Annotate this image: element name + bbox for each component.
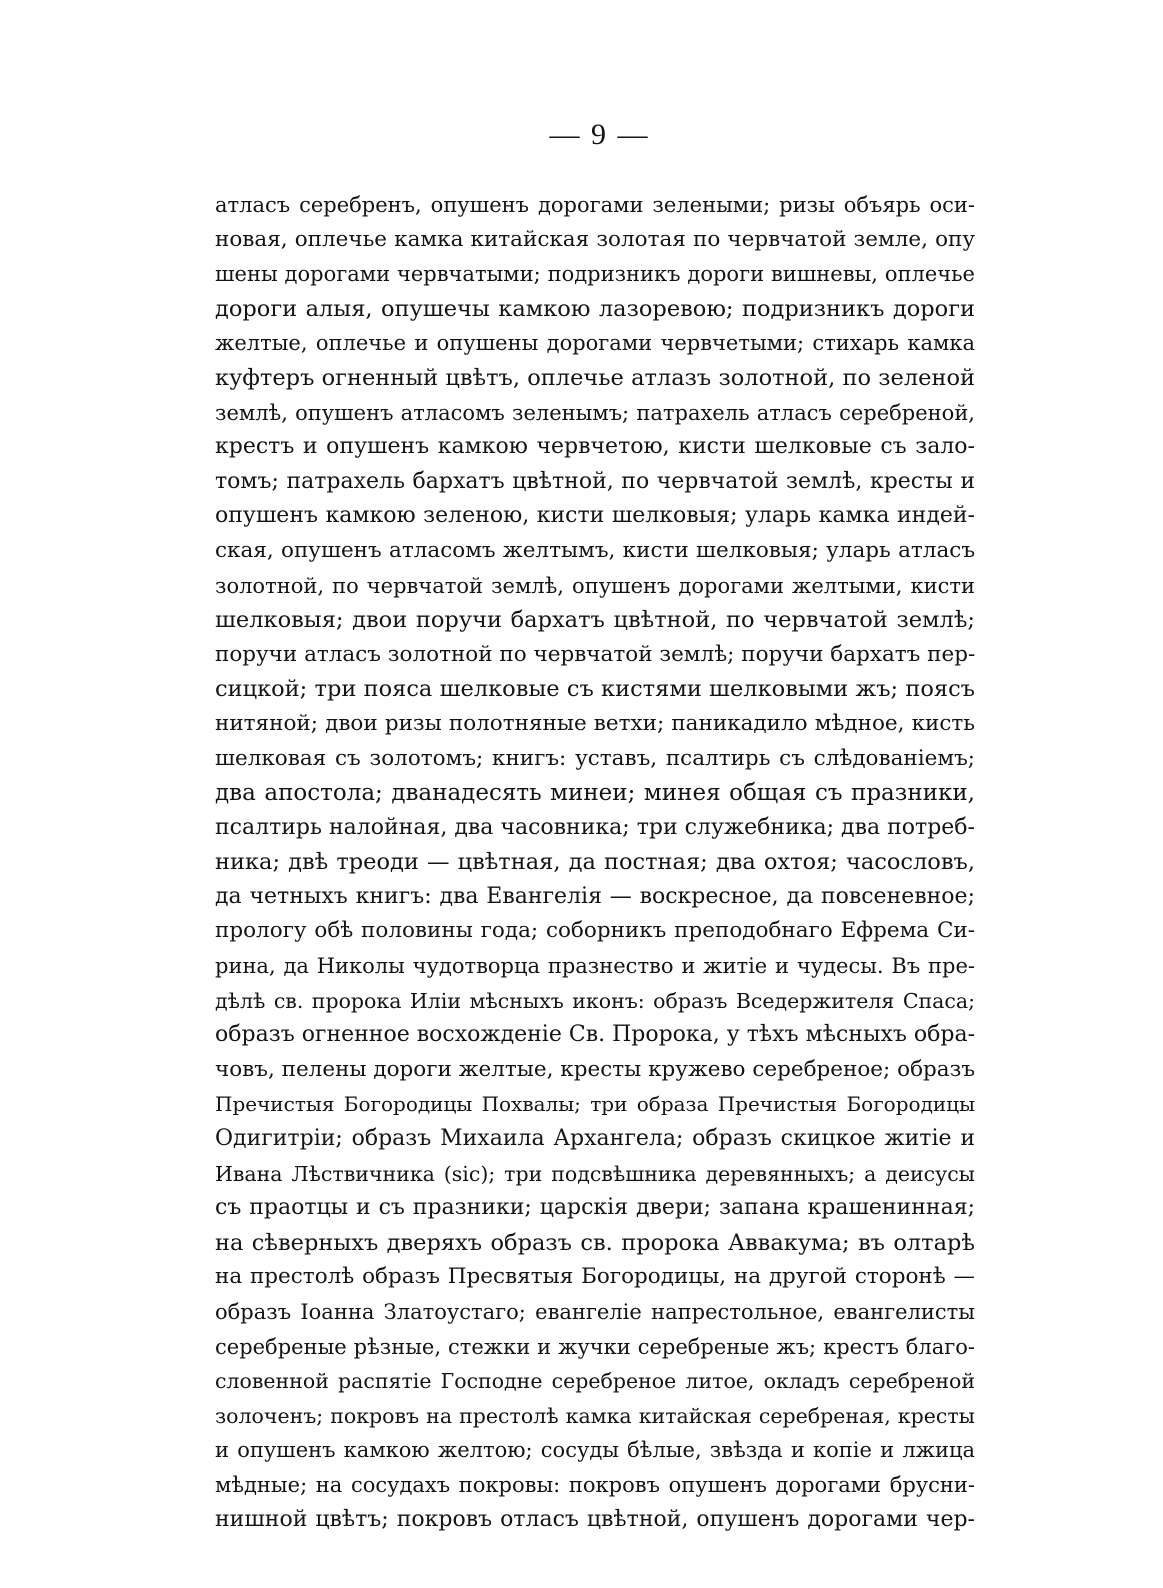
text-line: на престолѣ образъ Пресвятыя Богородицы, на другой сторонѣ — <box>215 1264 975 1290</box>
text-line: сицкой; три пояса шелковые съ кистями шелковыми жъ; поясъ <box>215 676 975 703</box>
text-line: новая, оплечье камка китайская золотая по червчатой земле, опу <box>215 226 975 252</box>
text-line: шелковая съ золотомъ; книгъ: уставъ, псалтирь съ слѣдованіемъ; <box>215 745 975 771</box>
text-line: опушенъ камкою зеленою, кисти шелковыя; уларь камка индей- <box>215 503 975 529</box>
text-line: землѣ, опушенъ атласомъ зеленымъ; патрахель атласъ серебреной, <box>215 400 975 425</box>
text-line: образъ Іоанна Златоустаго; евангеліе напрестольное, евангелисты <box>215 1300 975 1324</box>
text-line: куфтеръ огненный цвѣтъ, оплечье атлазъ золотной, по зеленой <box>215 364 975 391</box>
text-line: ская, опушенъ атласомъ желтымъ, кисти шелковыя; уларь атласъ <box>215 537 975 563</box>
text-line: золоченъ; покровъ на престолѣ камка китайская серебреная, кресты <box>215 1403 975 1428</box>
text-line: образъ огненное восхожденіе Св. Пророка, у тѣхъ мѣсныхъ обра- <box>215 1022 975 1048</box>
text-line: словенной распятіе Господне серебреное литое, окладъ серебреной <box>215 1369 975 1394</box>
text-line: псалтирь налойная, два часовника; три служебника; два потреб- <box>215 814 975 840</box>
text-line: нишной цвѣтъ; покровъ отласъ цвѣтной, опушенъ дорогами чер- <box>215 1506 975 1532</box>
text-line: на сѣверныхъ дверяхъ образъ св. пророка Аввакума; въ олтарѣ <box>215 1229 975 1256</box>
text-line: желтые, оплечье и опушены дорогами червчетыми; стихарь камка <box>215 331 975 356</box>
text-line: золотной, по червчатой землѣ, опушенъ дорогами желтыми, кисти <box>215 573 975 598</box>
text-line: рина, да Николы чудотворца празнество и житіе и чудесы. Въ пре- <box>215 954 975 979</box>
text-line: Пречистыя Богородицы Похвалы; три образа Пречистыя Богородицы <box>215 1092 975 1117</box>
text-line: Ивана Лѣствичника (sic); три подсвѣшника деревянныхъ; а деисусы <box>215 1161 975 1186</box>
text-line: крестъ и опушенъ камкою червчетою, кисти шелковые съ зало- <box>215 434 975 460</box>
text-line: нитяной; двои ризы полотняные ветхи; паникадило мѣдное, кисть <box>215 710 975 736</box>
text-line: Одигитріи; образъ Михаила Архангела; образъ скицкое житіе и <box>215 1126 975 1152</box>
text-line: и опушенъ камкою желтою; сосуды бѣлые, звѣзда и копіе и лжица <box>215 1438 975 1463</box>
text-line: поручи атласъ золотной по червчатой землѣ; поручи бархатъ пер- <box>215 641 976 667</box>
text-line: серебреные рѣзные, стежки и жучки серебреные жъ; крестъ благо- <box>215 1334 975 1359</box>
text-line: шелковыя; двои поручи бархатъ цвѣтной, по червчатой землѣ; <box>215 607 975 634</box>
text-line: дѣлѣ св. пророка Илiи мѣсныхъ иконъ: образъ Вседержителя Спаса; <box>215 988 975 1013</box>
text-line: да четныхъ книгъ: два Евангелія — воскресное, да повсеневное; <box>215 883 975 909</box>
text-line: два апостола; дванадесять минеи; минея общая съ празники, <box>215 780 975 807</box>
body-text <box>215 188 975 1537</box>
text-line: шены дорогами червчатыми; подризникъ дороги вишневы, оплечье <box>215 262 975 287</box>
page-number: — 9 — <box>549 118 650 151</box>
text-line: човъ, пелены дороги желтые, кресты кружево серебреное; образъ <box>215 1056 975 1082</box>
text-line: томъ; патрахель бархатъ цвѣтной, по червчатой землѣ, кресты и <box>215 468 975 494</box>
text-line: ника; двѣ треоди — цвѣтная, да постная; два охтоя; часословъ, <box>215 849 975 876</box>
text-line: прологу обѣ половины года; соборникъ преподобнаго Ефрема Си- <box>215 918 975 944</box>
text-line: атласъ серебренъ, опушенъ дорогами зелеными; ризы объярь оси- <box>215 193 975 217</box>
text-line: дороги алыя, опушечы камкою лазоревою; подризникъ дороги <box>215 295 975 322</box>
text-line: съ праотцы и съ празники; царскія двери; запана крашенинная; <box>215 1195 975 1221</box>
text-line: мѣдные; на сосудахъ покровы: покровъ опушенъ дорогами брусни- <box>215 1472 975 1497</box>
